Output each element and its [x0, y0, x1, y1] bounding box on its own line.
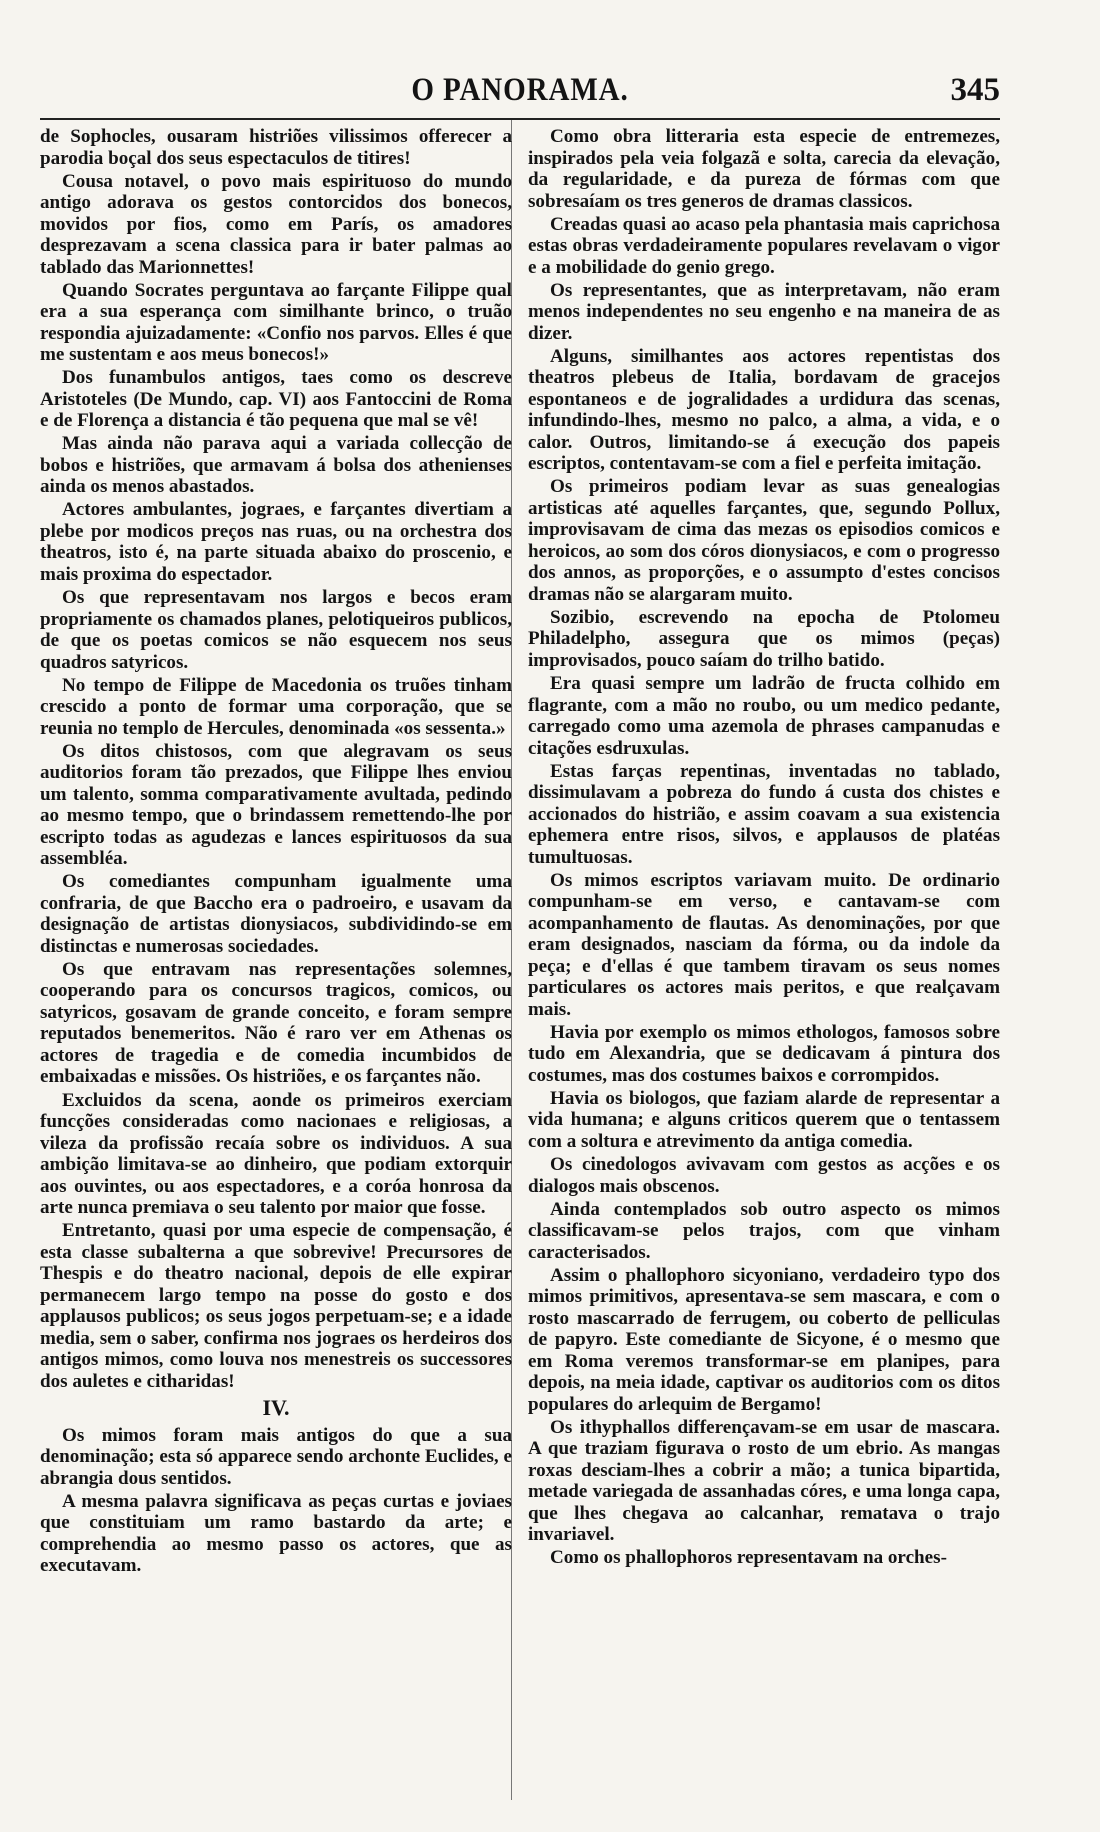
header-rule	[40, 118, 1000, 120]
paragraph: Os comediantes compunham igualmente uma confraria, de que Baccho era o padroeiro, e usavam da designação de artistas dionysiacos, subdividindo-se em distinctas e numerosas sociedades.	[40, 871, 512, 957]
paragraph: Os ditos chistosos, com que alegravam os seus auditorios foram tão prezados, que Filippe lhes enviou um talento, somma comparativamente avultada, pedindo ao mesmo tempo, que o brindassem remettendo-lhe por escripto todas as agudezas e lances espirituosos da sua assembléa.	[40, 740, 512, 870]
paragraph: A mesma palavra significava as peças curtas e joviaes que constituiam um ramo bastardo da arte; e comprehendia ao mesmo passo os actores, que as executavam.	[40, 1490, 512, 1577]
page-number: 345	[950, 72, 1000, 108]
paragraph: Como obra litteraria esta especie de entremezes, inspirados pela veia folgazã e solta, carecia da elevação, da regularidade, e da pureza de fórmas com que sobresaíam os tres generos de dramas classicos.	[528, 126, 1000, 212]
paragraph: Os cinedologos avivavam com gestos as acções e os dialogos mais obscenos.	[528, 1154, 1000, 1197]
paragraph: Actores ambulantes, jograes, e farçantes divertiam a plebe por modicos preços nas ruas, ou na orchestra dos theatros, isto é, na parte situada abaixo do proscenio, e mais proxima do espectador.	[40, 499, 512, 585]
section-heading: IV.	[262, 1395, 290, 1421]
paragraph: Mas ainda não parava aqui a variada collecção de bobos e histriões, que armavam á bolsa dos athenienses ainda os menos abastados.	[40, 433, 512, 498]
paragraph: Dos funambulos antigos, taes como os descreve Aristoteles (De Mundo, cap. VI) aos Fantoccini de Roma e de Florença a distancia é tão pequena que mal se vê!	[40, 367, 512, 432]
paragraph: Os que representavam nos largos e becos eram propriamente os chamados planes, pelotiqueiros publicos, de que os poetas comicos se não esquecem nos seus quadros satyricos.	[40, 587, 512, 673]
paragraph: Havia por exemplo os mimos ethologos, famosos sobre tudo em Alexandria, que se dedicavam á pintura dos costumes, mas dos costumes baixos e corrompidos.	[528, 1021, 1000, 1086]
left-column	[40, 126, 512, 1578]
paragraph: Sozibio, escrevendo na epocha de Ptolomeu Philadelpho, assegura que os mimos (peças) improvisados, pouco saíam do trilho batido.	[528, 606, 1000, 671]
paragraph: Ainda contemplados sob outro aspecto os mimos classificavam-se pelos trajos, com que vinham caracterisados.	[528, 1198, 1000, 1263]
paragraph: Excluidos da scena, aonde os primeiros exerciam funcções consideradas como nacionaes e religiosas, a vileza da profissão recaía sobre os individuos. A sua ambição limitava-se ao dinheiro, que podiam extorquir aos ouvintes, ou aos espectadores, e a coróa honrosa da arte nunca premiava o seu talento por maior que fosse.	[40, 1089, 512, 1219]
paragraph: Os primeiros podiam levar as suas genealogias artisticas até aquelles farçantes, que, segundo Pollux, improvisavam de cima das mezas os episodios comicos e heroicos, ao som dos córos dionysiacos, e com o progresso dos annos, as proporções, e o assumpto d'estes concisos dramas não se alargaram muito.	[528, 476, 1000, 605]
paragraph: Quando Socrates perguntava ao farçante Filippe qual era a sua esperança com similhante brinco, o truão respondia ajuizadamente: «Confio nos parvos. Elles é que me sustentam e aos meus bonecos!»	[40, 279, 512, 366]
paragraph: Alguns, similhantes aos actores repentistas dos theatros plebeus de Italia, bordavam de gracejos espontaneos e de jogralidades a urdidura das scenas, infundindo-lhes, mesmo no palco, a alma, a vida, e o calor. Outros, limitando-se á execução dos papeis escriptos, contentavam-se com a fiel e perfeita imitação.	[528, 345, 1000, 475]
paragraph: Assim o phallophoro sicyoniano, verdadeiro typo dos mimos primitivos, apresentava-se sem mascara, e com o rosto mascarrado de ferrugem, ou coberto de pelliculas de papyro. Este comediante de Sicyone, é o mesmo que em Roma veremos transformar-se em planipes, para depois, na meia idade, captivar os auditorios com os ditos populares do arlequim de Bergamo!	[528, 1264, 1000, 1415]
paragraph: Havia os biologos, que faziam alarde de representar a vida humana; e alguns criticos querem que o tentassem com a soltura e atrevimento da antiga comedia.	[528, 1087, 1000, 1152]
paragraph: Cousa notavel, o povo mais espirituoso do mundo antigo adorava os gestos contorcidos dos bonecos, movidos por fios, como em París, os amadores desprezavam a scena classica para ir bater palmas ao tablado das Marionnettes!	[40, 170, 512, 278]
paragraph: de Sophocles, ousaram histriões vilissimos offerecer a parodia boçal dos seus espectaculos de titires!	[40, 126, 512, 169]
paragraph: Os que entravam nas representações solemnes, cooperando para os concursos tragicos, comicos, ou satyricos, gosavam de grande conceito, e foram sempre reputados benemeritos. Não é raro ver em Athenas os actores de tragedia e de comedia incumbidos de embaixadas e missões. Os histriões, e os farçantes não.	[40, 958, 512, 1088]
paragraph: No tempo de Filippe de Macedonia os truões tinham crescido a ponto de formar uma corporação, que se reunia no templo de Hercules, denominada «os sessenta.»	[40, 674, 512, 739]
right-column	[528, 126, 1000, 1571]
page-header	[40, 72, 1000, 114]
paragraph: Os ithyphallos differençavam-se em usar de mascara. A que traziam figurava o rosto de um ebrio. As mangas roxas desciam-lhes a cobrir a mão; a tunica bipartida, metade variegada de assanhadas córes, e uma longa capa, que lhes chegava ao calcanhar, rematava o trajo invariavel.	[528, 1416, 1000, 1546]
paragraph: Os representantes, que as interpretavam, não eram menos independentes no seu engenho e na maneira de as dizer.	[528, 279, 1000, 344]
periodical-title: O PANORAMA.	[411, 72, 629, 108]
paragraph: Os mimos escriptos variavam muito. De ordinario compunham-se em verso, e cantavam-se com acompanhamento de flautas. As denominações, por que eram designados, nasciam da fórma, ou da indole da peça; e d'ellas é que tambem tiravam os seus nomes particulares os actores mais peritos, e que realçavam mais.	[528, 869, 1000, 1020]
paragraph: Creadas quasi ao acaso pela phantasia mais caprichosa estas obras verdadeiramente populares revelavam o vigor e a mobilidade do genio grego.	[528, 213, 1000, 278]
paragraph: Entretanto, quasi por uma especie de compensação, é esta classe subalterna a que sobrevive! Precursores de Thespis e do theatro nacional, depois de elle expirar permanecem largo tempo na posse do gosto e dos applausos publicos; os seus jogos perpetuam-se; e a idade media, sem o saber, confirma nos jograes os herdeiros dos antigos mimos, como louva nos menestreis os successores dos auletes e citharidas!	[40, 1220, 512, 1392]
paragraph: Estas farças repentinas, inventadas no tablado, dissimulavam a pobreza do fundo á custa dos chistes e accionados do histrião, e assim coavam a sua existencia ephemera entre risos, silvos, e applausos de platéas tumultuosas.	[528, 760, 1000, 868]
paragraph: Como os phallophoros representavam na orches-	[550, 1547, 947, 1569]
paragraph: Os mimos foram mais antigos do que a sua denominação; esta só apparece sendo archonte Euclides, e abrangia dous sentidos.	[40, 1424, 512, 1489]
paragraph: Era quasi sempre um ladrão de fructa colhido em flagrante, com a mão no roubo, ou um medico pedante, carregado como uma azemola de phrases campanudas e citações esdruxulas.	[528, 673, 1000, 759]
